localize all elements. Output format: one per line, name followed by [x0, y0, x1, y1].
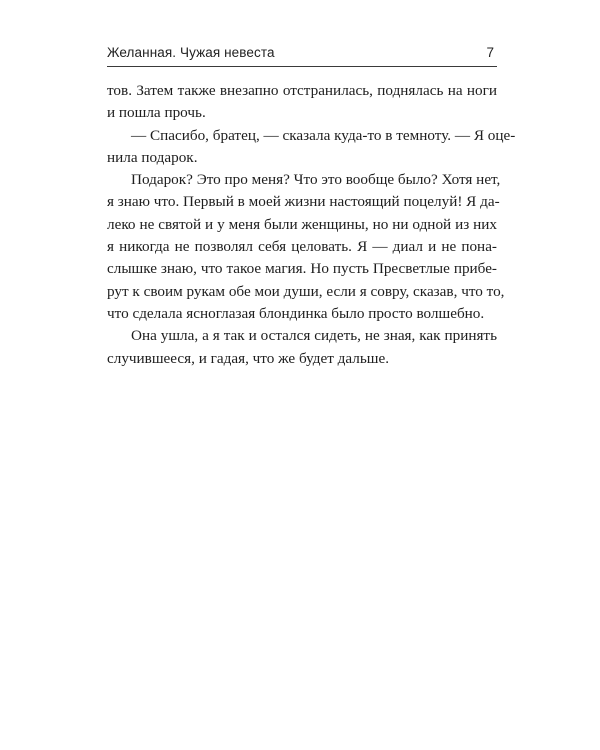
running-title: Желанная. Чужая невеста	[107, 45, 275, 60]
text-line: что сделала ясноглазая блондинка было просто волшебно.	[107, 304, 485, 322]
paragraph	[107, 125, 516, 170]
text-line: леко не святой и у меня были женщины, но ни одной из них	[107, 215, 497, 233]
body-text	[107, 80, 516, 370]
text-line: тов. Затем также внезапно отстранилась, поднялась на ноги	[107, 82, 497, 99]
text-line: и пошла прочь.	[107, 104, 206, 122]
text-line: рут к своим рукам обе мои души, если я совру, сказав, что то,	[107, 282, 505, 300]
text-line: Она ушла, а я так и остался сидеть, не зная, как принять	[131, 327, 497, 345]
text-line: Подарок? Это про меня? Что это вообще было? Хотя нет,	[131, 171, 501, 189]
page-number: 7	[486, 45, 494, 60]
text-line: случившееся, и гадая, что же будет дальше.	[107, 349, 389, 367]
text-line: я знаю что. Первый в моей жизни настоящий поцелуй! Я да-	[107, 193, 500, 211]
paragraph	[107, 80, 497, 125]
text-line: я никогда не позволял себя целовать. Я — диал и не пона-	[107, 238, 497, 256]
text-line: нила подарок.	[107, 148, 198, 166]
text-line: — Спасибо, братец, — сказала куда-то в темноту. — Я оце-	[131, 126, 516, 144]
paragraph	[107, 325, 497, 370]
text-line: слышке знаю, что такое магия. Но пусть Пресветлые прибе-	[107, 260, 497, 278]
running-header	[107, 44, 497, 67]
paragraph	[107, 169, 505, 325]
